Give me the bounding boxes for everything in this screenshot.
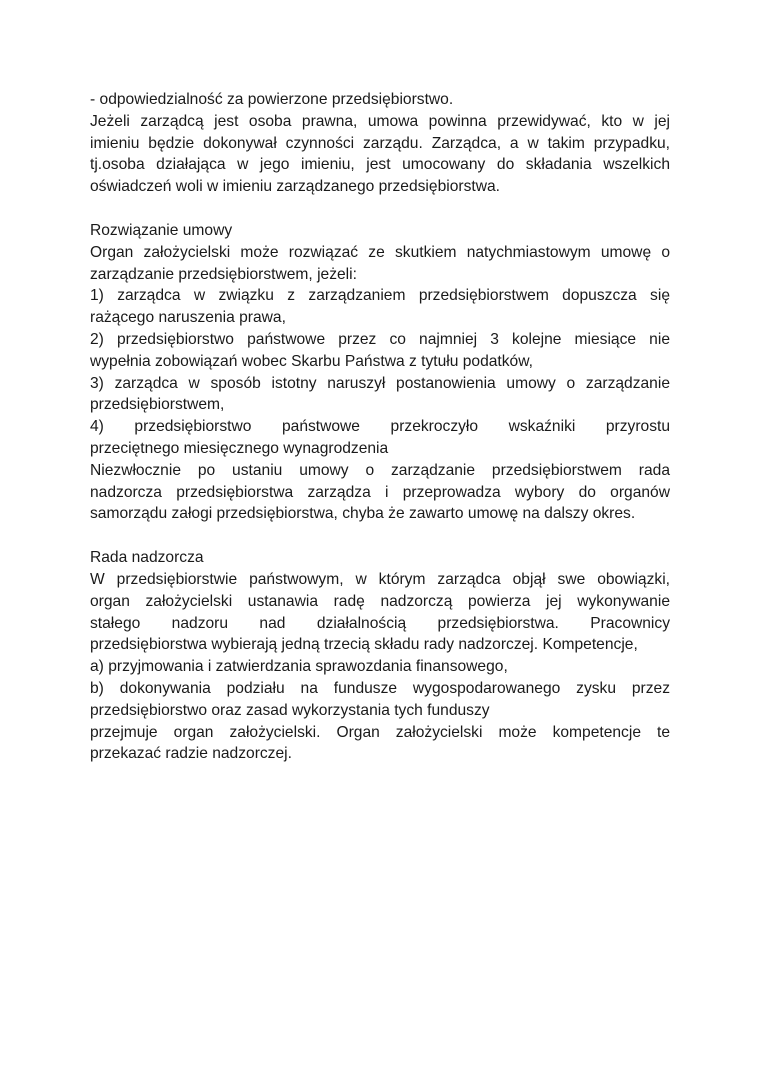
text-line: samorządu załogi przedsiębiorstwa, chyba że zawarto umowę na dalszy okres. <box>90 505 636 523</box>
text-line: przedsiębiorstwa wybierają jedną trzecią składu rady nadzorczej. Kompetencje, <box>90 636 638 654</box>
text-line: przeciętnego miesięcznego wynagrodzenia <box>90 439 389 457</box>
supervisory-board-section <box>90 547 670 765</box>
text-line: Jeżeli zarządcą jest osoba prawna, umowa powinna przewidywać, kto w jej <box>90 112 670 130</box>
text-line: przedsiębiorstwem, <box>90 396 225 414</box>
intro-paragraph <box>90 89 670 198</box>
list-item-a: a) przyjmowania i zatwierdzania sprawozdania finansowego, <box>90 658 508 676</box>
text-line: tj.osoba działająca w jego imieniu, jest umocowany do składania wszelkich <box>90 156 670 174</box>
text-line: zarządzanie przedsiębiorstwem, jeżeli: <box>90 265 357 283</box>
list-item-b: b) dokonywania podziału na fundusze wygospodarowanego zysku przez <box>90 679 670 697</box>
list-item-3: 3) zarządca w sposób istotny naruszył postanowienia umowy o zarządzanie <box>90 374 670 392</box>
text-line: organ założycielski ustanawia radę nadzorczą powierza jej wykonywanie <box>90 592 670 610</box>
text-line: wypełnia zobowiązań wobec Skarbu Państwa z tytułu podatków, <box>90 352 533 370</box>
text-line: Niezwłocznie po ustaniu umowy o zarządzanie przedsiębiorstwem rada <box>90 461 670 479</box>
text-line: przekazać radzie nadzorczej. <box>90 745 292 763</box>
paragraph-spacer <box>90 198 670 220</box>
text-line: przejmuje organ założycielski. Organ założycielski może kompetencje te <box>90 723 670 741</box>
text-line: - odpowiedzialność za powierzone przedsiębiorstwo. <box>90 91 454 108</box>
text-line: oświadczeń woli w imieniu zarządzanego przedsiębiorstwa. <box>90 178 500 196</box>
list-item-4: 4) przedsiębiorstwo państwowe przekroczyło wskaźniki przyrostu <box>90 418 670 436</box>
list-item-1: 1) zarządca w związku z zarządzaniem przedsiębiorstwem dopuszcza się <box>90 287 670 305</box>
list-item-2: 2) przedsiębiorstwo państwowe przez co najmniej 3 kolejne miesiące nie <box>90 330 670 348</box>
text-line: imieniu będzie dokonywał czynności zarządu. Zarządca, a w takim przypadku, <box>90 134 670 152</box>
text-line: nadzorcza przedsiębiorstwa zarządza i przeprowadza wybory do organów <box>90 483 670 501</box>
section-heading: Rada nadzorcza <box>90 549 204 567</box>
text-line: rażącego naruszenia prawa, <box>90 309 286 327</box>
text-line: W przedsiębiorstwie państwowym, w którym zarządca objął swe obowiązki, <box>90 570 670 588</box>
section-heading: Rozwiązanie umowy <box>90 221 233 239</box>
text-line: stałego nadzoru nad działalnością przedsiębiorstwa. Pracownicy <box>90 614 670 632</box>
text-line: Organ założycielski może rozwiązać ze skutkiem natychmiastowym umowę o <box>90 243 670 261</box>
termination-section <box>90 220 670 525</box>
text-line: przedsiębiorstwo oraz zasad wykorzystania tych funduszy <box>90 701 490 719</box>
paragraph-spacer <box>90 525 670 547</box>
document-body <box>90 89 670 765</box>
